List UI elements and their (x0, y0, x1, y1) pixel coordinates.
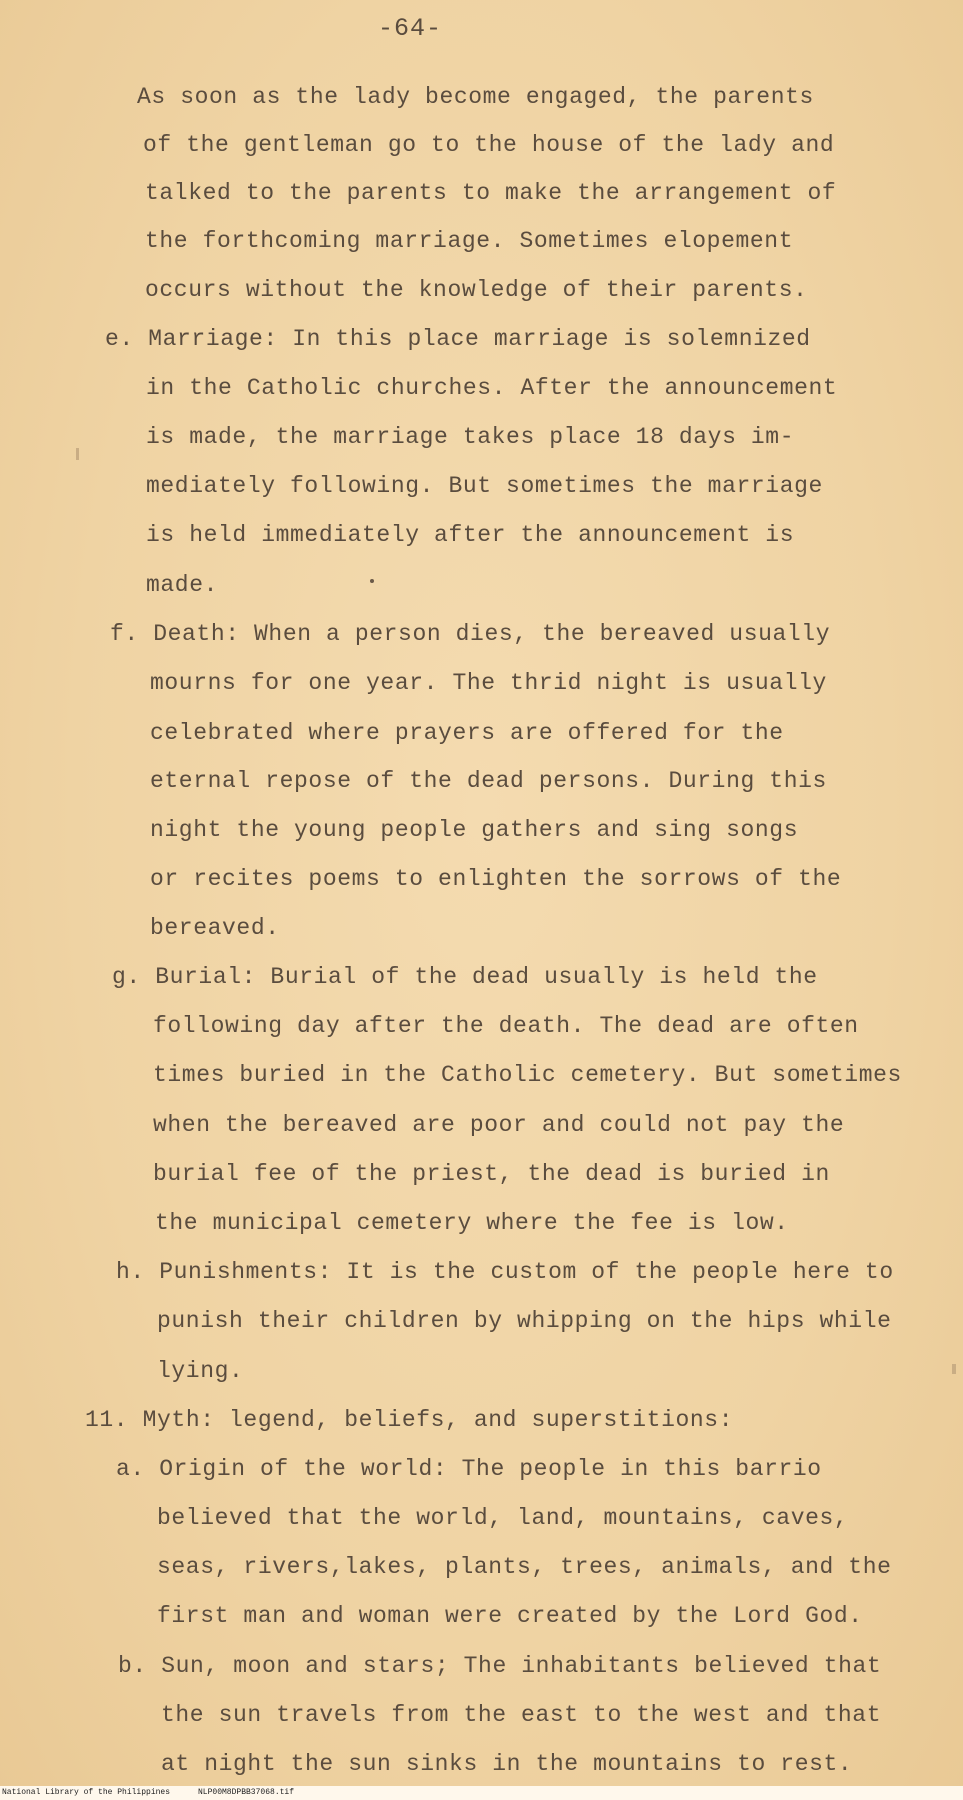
text-line: 11. Myth: legend, beliefs, and superstitions: (85, 1407, 734, 1433)
text-line: at night the sun sinks in the mountains to rest. (161, 1751, 853, 1777)
text-line: As soon as the lady become engaged, the parents (137, 84, 814, 110)
footer-library: National Library of the Philippines (2, 1788, 171, 1797)
text-line: celebrated where prayers are offered for the (150, 720, 784, 746)
text-line: talked to the parents to make the arrangement of (145, 180, 837, 206)
text-line: e. Marriage: In this place marriage is solemnized (105, 326, 811, 352)
text-line: a. Origin of the world: The people in this barrio (116, 1456, 822, 1482)
ink-dot (370, 579, 374, 583)
text-line: occurs without the knowledge of their parents. (145, 277, 808, 303)
text-line: bereaved. (150, 915, 280, 941)
text-line: mediately following. But sometimes the marriage (146, 473, 823, 499)
text-line: lying. (157, 1358, 244, 1384)
text-line: made. (146, 572, 219, 598)
text-line: first man and woman were created by the Lord God. (157, 1603, 863, 1629)
ink-speck (76, 448, 79, 460)
text-line: eternal repose of the dead persons. During this (150, 768, 827, 794)
page-number: -64- (377, 14, 442, 43)
scan-footer (0, 1786, 963, 1800)
text-line: following day after the death. The dead are often (153, 1013, 859, 1039)
text-line: night the young people gathers and sing songs (150, 817, 799, 843)
text-line: is made, the marriage takes place 18 days im- (146, 424, 795, 450)
text-line: times buried in the Catholic cemetery. But sometimes (153, 1062, 902, 1088)
footer-file: NLP00M8DPBB37068.tif (198, 1788, 295, 1797)
text-line: seas, rivers,lakes, plants, trees, animals, and the (157, 1554, 892, 1580)
text-line: the municipal cemetery where the fee is low. (155, 1210, 789, 1236)
text-line: of the gentleman go to the house of the lady and (143, 132, 835, 158)
text-line: f. Death: When a person dies, the bereaved usually (110, 621, 831, 647)
ink-speck (952, 1364, 956, 1374)
text-line: believed that the world, land, mountains, caves, (157, 1505, 849, 1531)
text-line: mourns for one year. The thrid night is usually (150, 670, 827, 696)
text-line: the forthcoming marriage. Sometimes elopement (145, 228, 794, 254)
text-line: is held immediately after the announcement is (146, 522, 795, 548)
text-line: or recites poems to enlighten the sorrows of the (150, 866, 842, 892)
text-line: h. Punishments: It is the custom of the people here to (116, 1259, 894, 1285)
text-line: punish their children by whipping on the hips while (157, 1308, 892, 1334)
text-line: b. Sun, moon and stars; The inhabitants believed that (118, 1653, 882, 1679)
text-line: burial fee of the priest, the dead is buried in (153, 1161, 830, 1187)
text-line: the sun travels from the east to the west and that (161, 1702, 882, 1728)
text-line: g. Burial: Burial of the dead usually is held the (112, 964, 818, 990)
text-line: when the bereaved are poor and could not pay the (153, 1112, 845, 1138)
text-line: in the Catholic churches. After the announcement (146, 375, 838, 401)
